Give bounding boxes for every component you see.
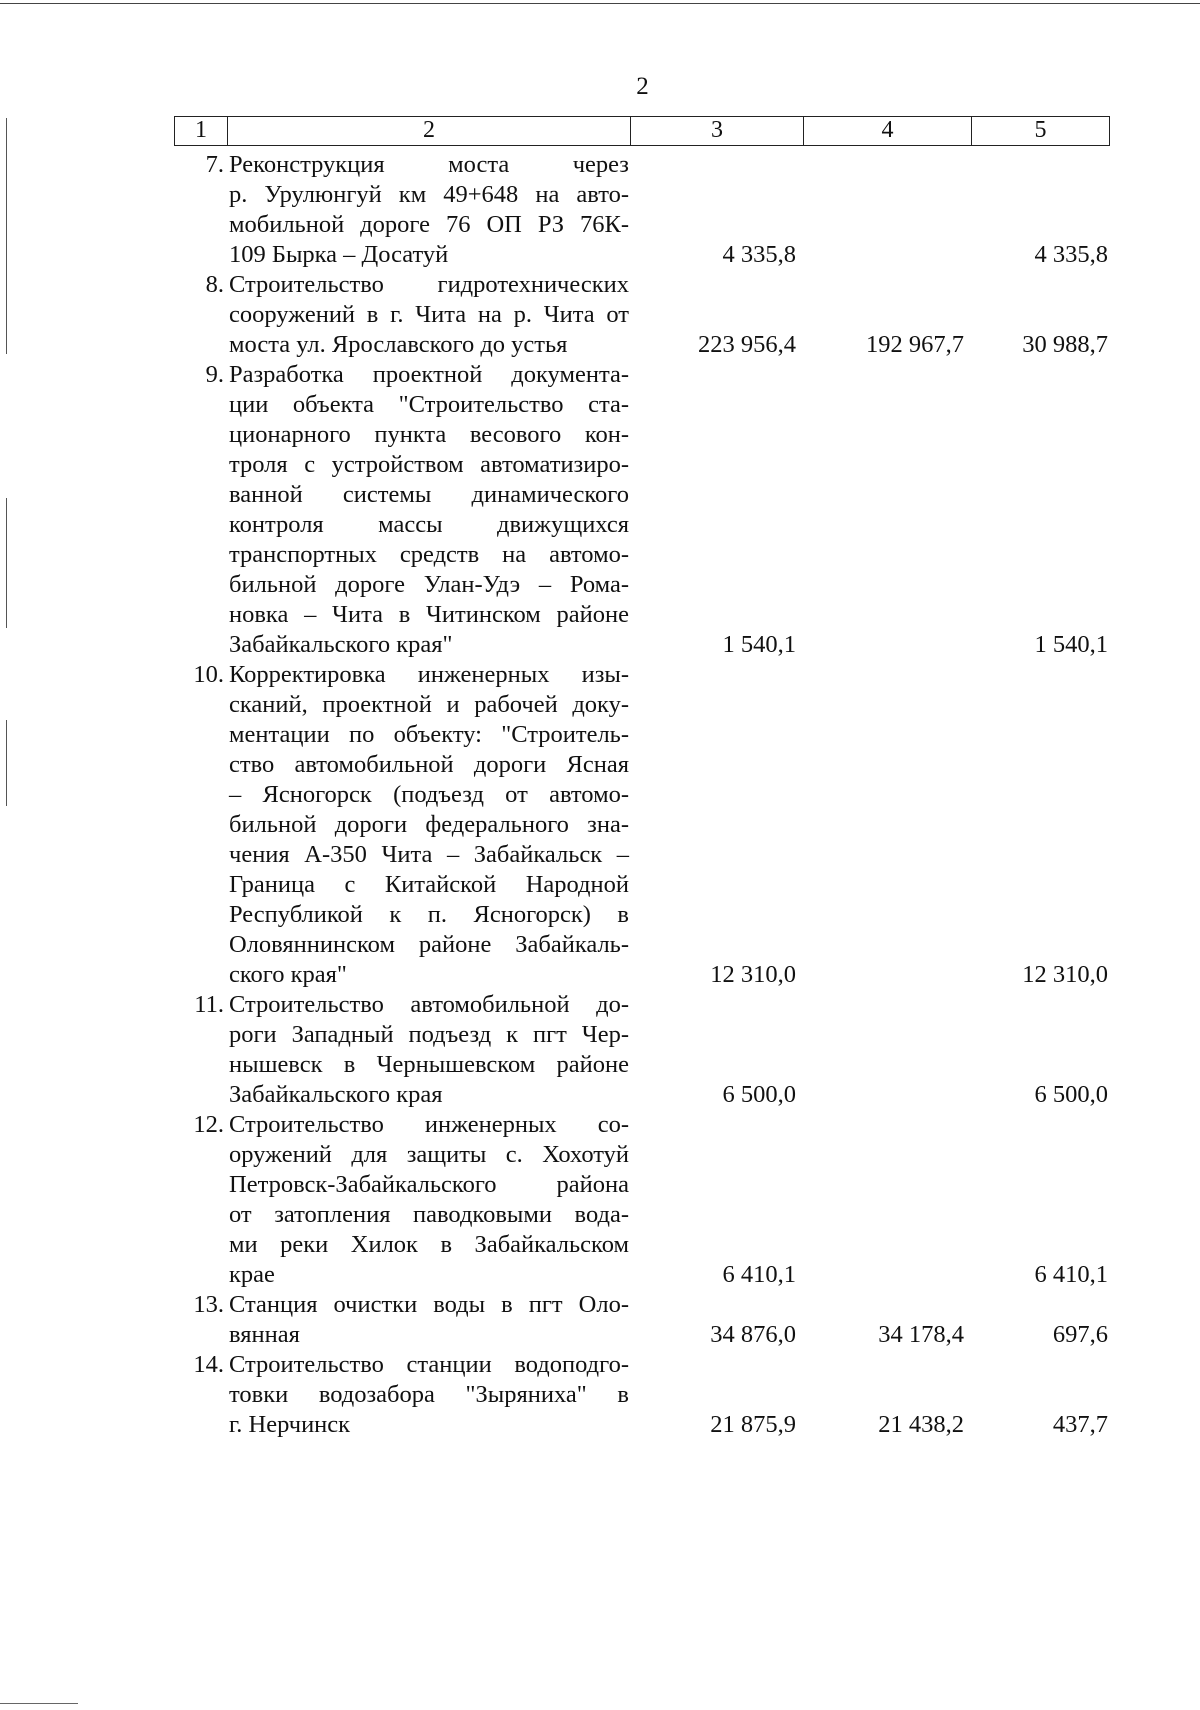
row-number: 10. bbox=[193, 661, 224, 688]
value-total: 223 956,4 bbox=[698, 331, 796, 358]
row-title-line: моста ул. Ярославского до устья bbox=[229, 331, 568, 358]
row-title-line: Оловяннинском районе Забайкаль- bbox=[229, 931, 629, 958]
row-number: 12. bbox=[193, 1111, 224, 1138]
row-title-line: г. Нерчинск bbox=[229, 1411, 351, 1438]
table-header bbox=[174, 116, 1110, 146]
row-title-line: сооружений в г. Чита на р. Чита от bbox=[229, 301, 629, 328]
row-number: 7. bbox=[205, 151, 224, 178]
row-title-line: – Ясногорск (подъезд от автомо- bbox=[229, 781, 629, 808]
table-body bbox=[174, 150, 1110, 1440]
row-title-line: бильной дороги федерального зна- bbox=[229, 811, 629, 838]
value-col5: 12 310,0 bbox=[1022, 961, 1108, 988]
row-title-line: товки водозабора "Зыряниха" в bbox=[229, 1381, 629, 1408]
value-col5: 4 335,8 bbox=[1034, 241, 1108, 268]
table-row bbox=[174, 1290, 1110, 1350]
row-title-line: Петровск-Забайкальского района bbox=[229, 1171, 629, 1198]
value-total: 21 875,9 bbox=[710, 1411, 796, 1438]
header-cell: 5 bbox=[971, 117, 1109, 145]
row-title-line: сканий, проектной и рабочей доку- bbox=[229, 691, 629, 718]
table-row bbox=[174, 990, 1110, 1110]
row-title bbox=[224, 360, 629, 660]
left-scan-mark bbox=[6, 498, 7, 628]
header-cell: 1 bbox=[195, 117, 207, 143]
row-title-line: нышевск в Чернышевском районе bbox=[229, 1051, 629, 1078]
row-title-line: ми реки Хилок в Забайкальском bbox=[229, 1231, 629, 1258]
value-col5: 6 410,1 bbox=[1034, 1261, 1108, 1288]
row-title bbox=[224, 1350, 629, 1440]
bottom-scan-mark bbox=[0, 1703, 78, 1704]
left-scan-mark bbox=[6, 720, 7, 806]
row-number: 9. bbox=[205, 361, 224, 388]
row-title-line: контроля массы движущихся bbox=[229, 511, 629, 538]
row-title-line: Строительство инженерных со- bbox=[229, 1111, 629, 1138]
row-number: 13. bbox=[193, 1291, 224, 1318]
top-scan-rule bbox=[0, 3, 1200, 4]
row-title-line: 109 Бырка – Досатуй bbox=[229, 241, 449, 268]
value-total: 4 335,8 bbox=[722, 241, 796, 268]
row-title bbox=[224, 990, 629, 1110]
row-title bbox=[224, 1110, 629, 1290]
row-number: 11. bbox=[194, 991, 224, 1018]
row-title bbox=[224, 150, 629, 270]
value-col4: 192 967,7 bbox=[866, 331, 964, 358]
row-title-line: Реконструкция моста через bbox=[229, 151, 629, 178]
row-title-line: крае bbox=[229, 1261, 275, 1288]
row-title-line: ментации по объекту: "Строитель- bbox=[229, 721, 629, 748]
row-title-line: Корректировка инженерных изы- bbox=[229, 661, 629, 688]
row-title-line: оружений для защиты с. Хохотуй bbox=[229, 1141, 629, 1168]
value-col5: 1 540,1 bbox=[1034, 631, 1108, 658]
row-title-line: Граница с Китайской Народной bbox=[229, 871, 629, 898]
row-title-line: Строительство станции водоподго- bbox=[229, 1351, 629, 1378]
header-cell: 2 bbox=[227, 117, 630, 145]
value-col5: 437,7 bbox=[1052, 1411, 1108, 1438]
value-col4: 21 438,2 bbox=[878, 1411, 964, 1438]
value-col5: 30 988,7 bbox=[1022, 331, 1108, 358]
header-cell: 3 bbox=[630, 117, 803, 145]
table-row bbox=[174, 1350, 1110, 1440]
value-total: 6 410,1 bbox=[722, 1261, 796, 1288]
value-total: 34 876,0 bbox=[710, 1321, 796, 1348]
row-title-line: ванной системы динамического bbox=[229, 481, 629, 508]
row-title-line: мобильной дороге 76 ОП РЗ 76К- bbox=[229, 211, 629, 238]
row-title-line: Строительство гидротехнических bbox=[229, 271, 629, 298]
row-title-line: транспортных средств на автомо- bbox=[229, 541, 629, 568]
row-title-line: ского края" bbox=[229, 961, 347, 988]
page-number: 2 bbox=[636, 73, 649, 100]
row-title-line: новка – Чита в Читинском районе bbox=[229, 601, 629, 628]
row-title-line: Забайкальского края bbox=[229, 1081, 443, 1108]
row-title bbox=[224, 270, 629, 360]
left-scan-mark bbox=[6, 118, 7, 354]
row-title-line: от затопления паводковыми вода- bbox=[229, 1201, 629, 1228]
row-title-line: Строительство автомобильной до- bbox=[229, 991, 629, 1018]
value-col5: 697,6 bbox=[1052, 1321, 1108, 1348]
row-number: 14. bbox=[193, 1351, 224, 1378]
row-title bbox=[224, 1290, 629, 1350]
row-title-line: чения А-350 Чита – Забайкальск – bbox=[229, 841, 629, 868]
value-col4: 34 178,4 bbox=[878, 1321, 964, 1348]
table-row bbox=[174, 270, 1110, 360]
row-title-line: ции объекта "Строительство ста- bbox=[229, 391, 629, 418]
row-title-line: ство автомобильной дороги Ясная bbox=[229, 751, 629, 778]
row-number: 8. bbox=[205, 271, 224, 298]
value-total: 12 310,0 bbox=[710, 961, 796, 988]
table-row bbox=[174, 1110, 1110, 1290]
row-title-line: Забайкальского края" bbox=[229, 631, 453, 658]
value-col5: 6 500,0 bbox=[1034, 1081, 1108, 1108]
table-row bbox=[174, 150, 1110, 270]
row-title-line: р. Урулюнгуй км 49+648 на авто- bbox=[229, 181, 629, 208]
row-title-line: роги Западный подъезд к пгт Чер- bbox=[229, 1021, 629, 1048]
value-total: 1 540,1 bbox=[722, 631, 796, 658]
row-title-line: Республикой к п. Ясногорск) в bbox=[229, 901, 629, 928]
value-total: 6 500,0 bbox=[722, 1081, 796, 1108]
table-row bbox=[174, 660, 1110, 990]
table-row bbox=[174, 360, 1110, 660]
row-title-line: Разработка проектной документа- bbox=[229, 361, 629, 388]
row-title bbox=[224, 660, 629, 990]
row-title-line: ционарного пункта весового кон- bbox=[229, 421, 629, 448]
row-title-line: бильной дороге Улан-Удэ – Рома- bbox=[229, 571, 629, 598]
row-title-line: Станция очистки воды в пгт Оло- bbox=[229, 1291, 629, 1318]
header-cell: 4 bbox=[803, 117, 971, 145]
row-title-line: вянная bbox=[229, 1321, 300, 1348]
row-title-line: троля с устройством автоматизиро- bbox=[229, 451, 629, 478]
